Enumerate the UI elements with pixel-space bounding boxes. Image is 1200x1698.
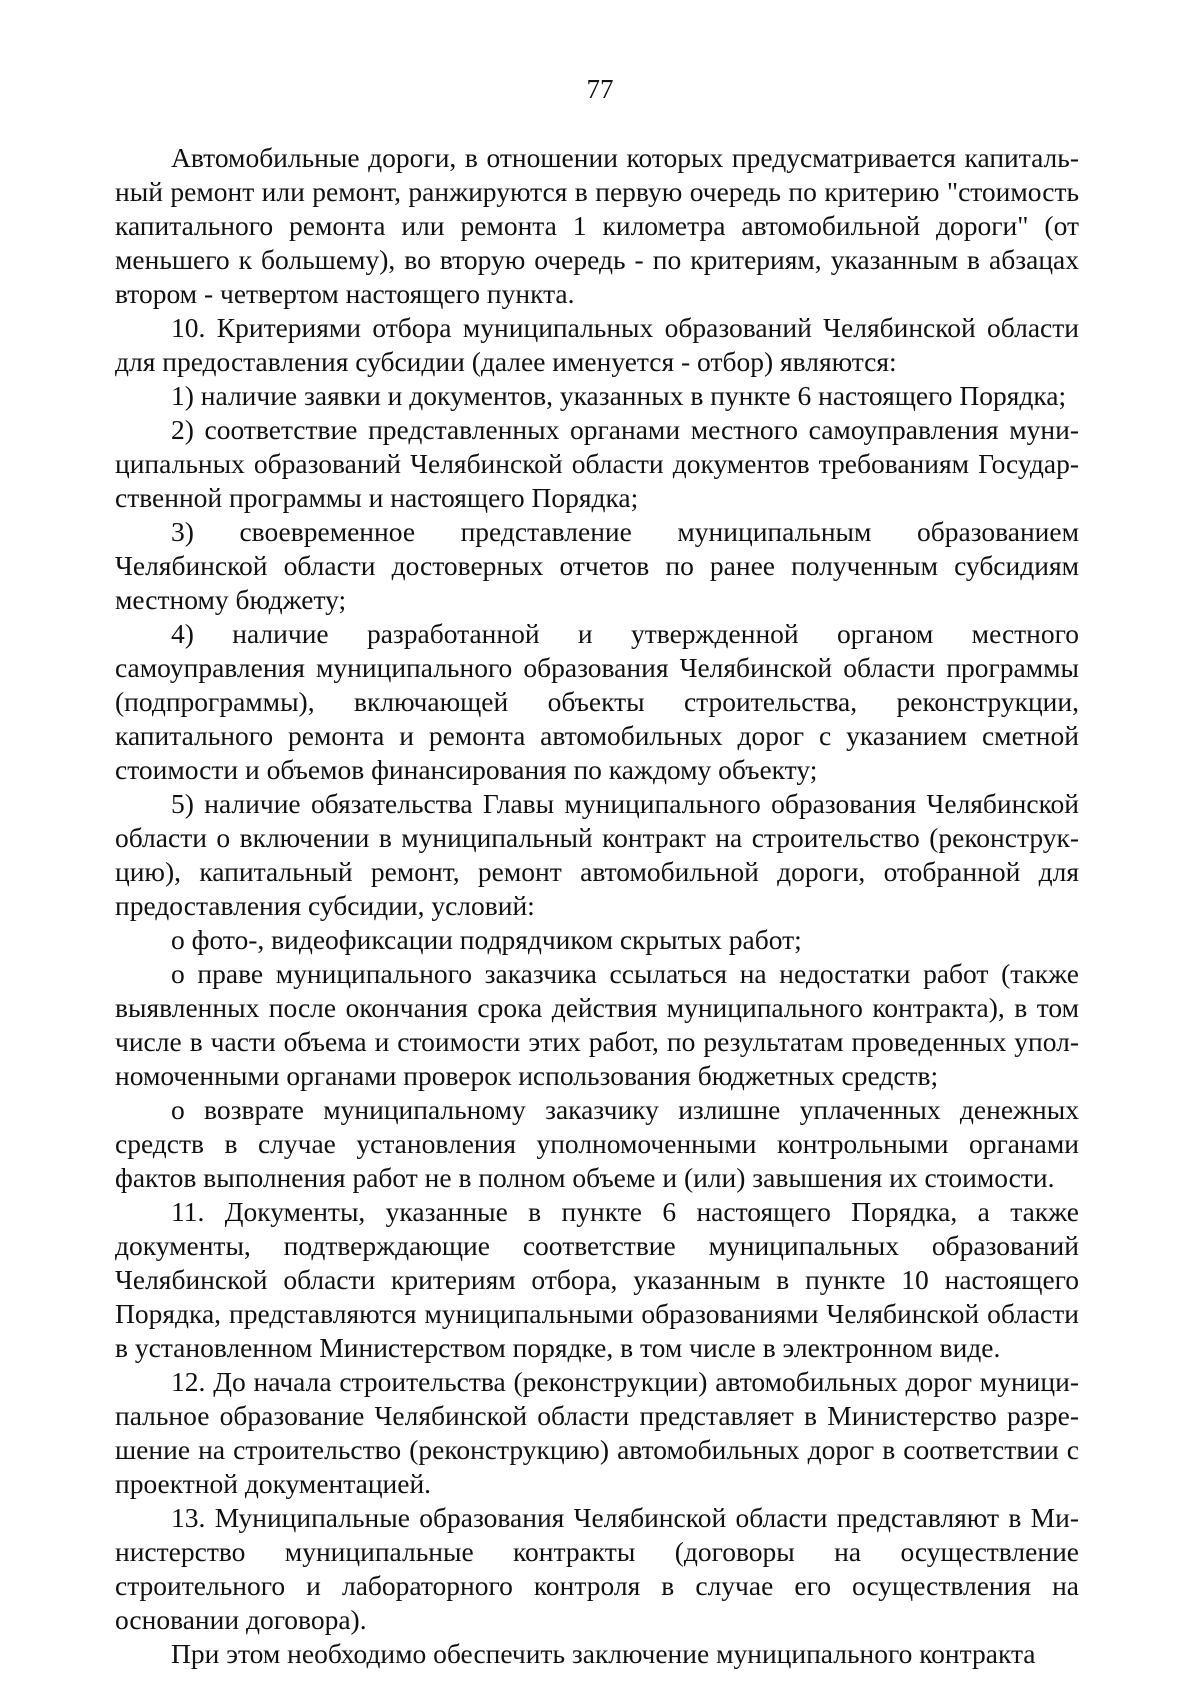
paragraph-10-selection-criteria: 10. Критериями отбора муниципальных образований Челябинской области для предоставления субсидии (далее именуется - отбор) являются: [115, 312, 1079, 377]
criterion-4: 4) наличие разработанной и утвержденной органом местного самоуправления муниципального образования Челябинской области программы (подпрограммы), включающей объекты строительства, реконструкции, капитального ремонта и ремонта автомобильных дорог с указанием сметной стоимости и объемов финансирования по каждому объекту; [115, 618, 1079, 785]
paragraph-contract-conclusion: При этом необходимо обеспечить заключение муниципального контракта [171, 1638, 1036, 1669]
criterion-5: 5) наличие обязательства Главы муниципального образования Челябинской области о включении в муниципальный контракт на строительство (реконструкцию), капитальный ремонт, ремонт автомобильной дороги, отобранной для предоставления субсидии, условий: [115, 788, 1079, 921]
criterion-2: 2) соответствие представленных органами местного самоуправления муниципальных образований Челябинской области документов требованиям Государственной программы и настоящего Порядка; [115, 414, 1079, 513]
paragraph-road-ranking: Автомобильные дороги, в отношении которых предусматривается капитальный ремонт или ремонт, ранжируются в первую очередь по критерию "стоимость капитального ремонта или ремонта 1 километра автомобильной дороги" (от меньшего к большему), во вторую очередь - по критериям, указанным в абзацах втором - четвертом настоящего пункта. [115, 142, 1079, 309]
condition-refund: о возврате муниципальному заказчику излишне уплаченных денежных средств в случае установления уполномоченными контрольными органами фактов выполнения работ не в полном объеме и (или) завышения их стоимости. [115, 1094, 1079, 1193]
page-number: 77 [586, 74, 614, 104]
paragraph-13-contracts: 13. Муниципальные образования Челябинской области представляют в Министерство муниципальные контракты (договоры на осуществление строительного и лабораторного контроля в случае его осуществления на основании договора). [115, 1502, 1079, 1635]
condition-defects-claim: о праве муниципального заказчика ссылаться на недостатки работ (также выявленных после окончания срока действия муниципального контракта), в том числе в части объема и стоимости этих работ, по результатам проведенных уполномоченными органами проверок использования бюджетных средств; [115, 958, 1079, 1091]
paragraph-12-construction-permit: 12. До начала строительства (реконструкции) автомобильных дорог муниципальное образование Челябинской области представляет в Министерство разрешение на строительство (реконструкцию) автомобильных дорог в соответствии с проектной документацией. [115, 1366, 1079, 1499]
paragraph-11-documents: 11. Документы, указанные в пункте 6 настоящего Порядка, а также документы, подтверждающие соответствие муниципальных образований Челябинской области критериям отбора, указанным в пункте 10 настоящего Порядка, представляются муниципальными образованиями Челябинской области в установленном Министерством порядке, в том числе в электронном виде. [115, 1196, 1079, 1363]
document-body [115, 141, 1079, 1671]
criterion-1: 1) наличие заявки и документов, указанных в пункте 6 настоящего Порядка; [171, 380, 1067, 411]
criterion-3: 3) своевременное представление муниципальным образованием Челябинской области достоверных отчетов по ранее полученным субсидиям местному бюджету; [115, 516, 1079, 615]
condition-photo-video: о фото-, видеофиксации подрядчиком скрытых работ; [171, 924, 802, 955]
